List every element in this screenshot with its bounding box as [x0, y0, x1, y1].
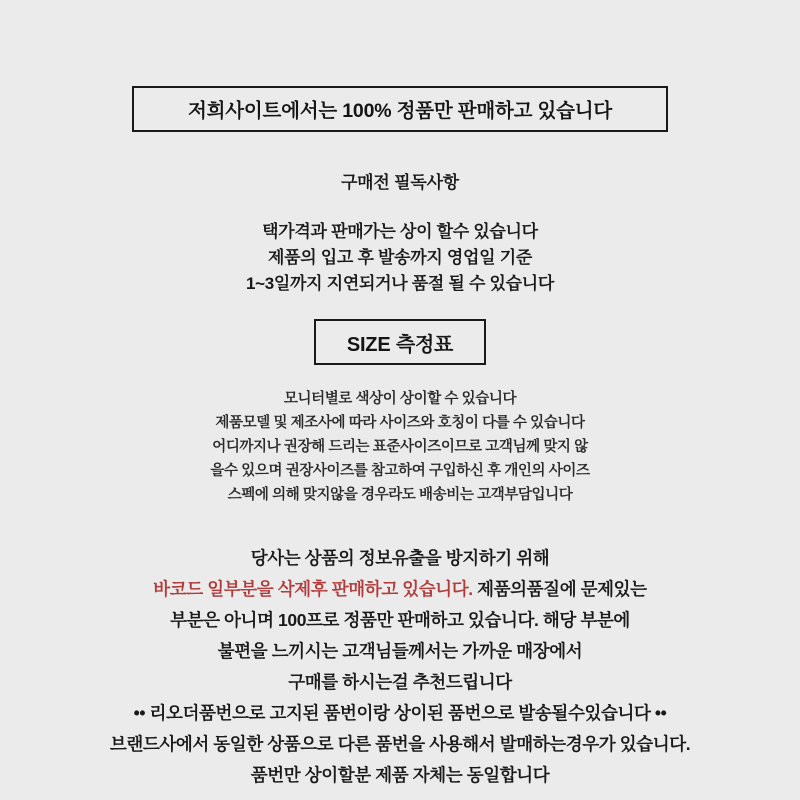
size-note-line: 스펙에 의해 맞지않을 경우라도 배송비는 고객부담입니다 — [227, 487, 573, 503]
size-chart-box — [314, 319, 486, 365]
barcode-notice-line-2 — [40, 574, 760, 605]
barcode-notice-line-4: 불편을 느끼시는 고객님들께서는 가까운 매장에서 — [217, 641, 583, 661]
barcode-notice-line-3: 부분은 아니며 100프로 정품만 판매하고 있습니다. 해당 부분에 — [170, 610, 630, 630]
size-note-line: 어디까지나 권장해 드리는 표준사이즈이므로 고객님께 맞지 않 — [212, 439, 588, 455]
barcode-notice-line-1: 당사는 상품의 정보유출을 방지하기 위해 — [250, 548, 550, 568]
size-chart-label: SIZE 측정표 — [346, 333, 454, 356]
headline-text: 저희사이트에서는 100% 정품만 판매하고 있습니다 — [187, 100, 613, 122]
subheading: 구매전 필독사항 — [340, 173, 460, 192]
notice-line: 택가격과 판매가는 상이 할수 있습니다 — [262, 222, 538, 241]
size-notes-block — [210, 387, 589, 507]
barcode-notice-line-6: •• 리오더품번으로 고지된 품번이랑 상이된 품번으로 발송될수있습니다 •• — [133, 703, 667, 723]
barcode-notice-accent: 바코드 일부분을 삭제후 판매하고 있습니다. — [153, 579, 473, 599]
barcode-notice-line-8: 품번만 상이할분 제품 자체는 동일합니다 — [250, 765, 550, 785]
size-note-line: 제품모델 및 제조사에 따라 사이즈와 호칭이 다를 수 있습니다 — [215, 415, 585, 431]
barcode-notice-block — [40, 543, 760, 791]
barcode-notice-line-7: 브랜드사에서 동일한 상품으로 다른 품번을 사용해서 발매하는경우가 있습니다. — [109, 734, 691, 754]
notice-line: 1~3일까지 지연되거나 품절 될 수 있습니다 — [245, 274, 554, 293]
notice-line: 제품의 입고 후 발송까지 영업일 기준 — [268, 248, 532, 267]
barcode-notice-line-5: 구매를 하시는걸 추천드립니다 — [288, 672, 512, 692]
purchase-notice-block — [246, 219, 554, 297]
size-note-line: 을수 있으며 권장사이즈를 참고하여 구입하신 후 개인의 사이즈 — [210, 463, 590, 479]
headline-box — [132, 86, 668, 132]
barcode-notice-line-2-rest: 제품의품질에 문제있는 — [472, 579, 647, 599]
size-note-line: 모니터별로 색상이 상이할 수 있습니다 — [283, 391, 517, 407]
